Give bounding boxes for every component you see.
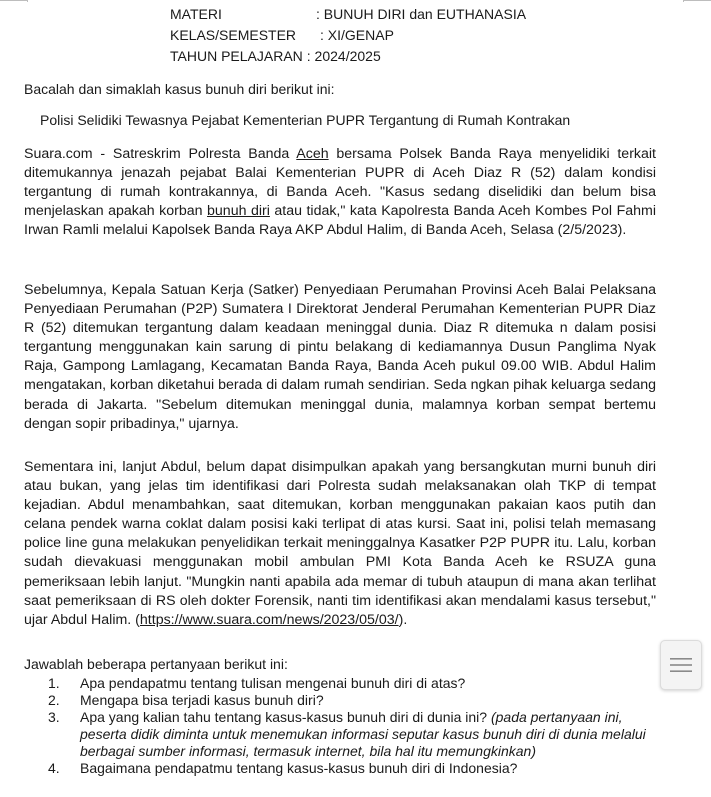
page-corner-mark-right bbox=[683, 0, 711, 1]
document-header bbox=[170, 4, 526, 67]
question-number: 3. bbox=[48, 709, 60, 725]
tahun-label: TAHUN PELAJARAN bbox=[170, 48, 303, 64]
header-row-kelas bbox=[170, 25, 526, 46]
source-url-link[interactable]: https://www.suara.com/news/2023/05/03/ bbox=[139, 611, 399, 628]
question-text bbox=[72, 709, 664, 760]
list-item bbox=[24, 709, 664, 760]
aceh-link[interactable]: Aceh bbox=[296, 146, 329, 162]
list-item bbox=[24, 692, 664, 709]
question-number: 2. bbox=[48, 692, 60, 708]
article-title: Polisi Selidiki Tewasnya Pejabat Kementerian PUPR Tergantung di Rumah Kontrakan bbox=[40, 112, 571, 128]
article-paragraph-1 bbox=[24, 145, 656, 240]
menu-icon bbox=[670, 657, 692, 673]
list-item bbox=[24, 760, 664, 777]
page-corner-mark-left bbox=[0, 0, 28, 1]
question-note: (pada pertanyaan ini, peserta didik diminta untuk menemukan informasi seputar kasus bunuh diri di dunia melalui berbagai sumber informasi, termasuk internet, bila hal itu memungkinkan) bbox=[80, 709, 646, 759]
materi-label: MATERI bbox=[170, 6, 222, 22]
tahun-value: : 2024/2025 bbox=[306, 48, 381, 64]
header-row-materi bbox=[170, 4, 526, 25]
header-row-tahun bbox=[170, 46, 526, 67]
article-paragraph-3 bbox=[24, 458, 656, 630]
question-text: Apa pendapatmu tentang tulisan mengenai bunuh diri di atas? bbox=[80, 675, 466, 691]
questions-list bbox=[24, 675, 664, 777]
p3-text: Sementara ini, lanjut Abdul, belum dapat disimpulkan apakah yang bersangkutan murni bunuh diri atau bukan, yang jelas tim identifikasi dari Polresta sudah melaksanakan olah TKP di tempat kejadian. Abdul menambahkan, saat ditemukan, korban menggunakan pakaian kaos putih dan celana pendek warna coklat dalam posisi kaki terlipat di atas kursi. Saat ini, polisi telah memasang police line guna melakukan penyelidikan terkait meninggalnya Kasatker P2P PUPR itu. Lalu, korban sudah dievakuasi menggunakan mobil ambulan PMI Kota Banda Aceh ke RSUZA guna pemeriksaan lebih lanjut. "Mungkin nanti apabila ada memar di tubuh ataupun di mana akan terlihat saat pemeriksaan di RS oleh dokter Forensik, nanti tim identifikasi akan mendalami kasus tersebut," ujar Abdul Halim. ( bbox=[24, 459, 656, 628]
question-main-text: Apa yang kalian tahu tentang kasus-kasus bunuh diri di dunia ini? bbox=[80, 709, 491, 725]
questions-title: Jawablah beberapa pertanyaan berikut ini: bbox=[24, 656, 288, 672]
question-number: 1. bbox=[48, 675, 60, 691]
p1-text-end: atau tidak," kata Kapolresta Banda Aceh Kombes Pol Fahmi Irwan Ramli melalui Kapolsek Banda Raya AKP Abdul Halim, di Banda Aceh, Selasa (2/5/2023). bbox=[24, 203, 656, 239]
materi-value: : BUNUH DIRI dan EUTHANASIA bbox=[316, 6, 527, 22]
list-item bbox=[24, 675, 664, 692]
floating-menu-button[interactable] bbox=[660, 640, 702, 690]
kelas-label: KELAS/SEMESTER bbox=[170, 27, 297, 43]
p1-text-start: Suara.com - Satreskrim Polresta Banda bbox=[24, 146, 297, 162]
question-text: Bagaimana pendapatmu tentang kasus-kasus bunuh diri di Indonesia? bbox=[80, 760, 518, 776]
article-paragraph-2: Sebelumnya, Kepala Satuan Kerja (Satker) Penyediaan Perumahan Provinsi Aceh Balai Pelaksana Penyediaan Perumahan (P2P) Sumatera I Direktorat Jenderal Perumahan Kementerian PUPR Diaz R (52) ditemukan tergantung dalam keadaan meninggal dunia. Diaz R ditemuka n dalam posisi tergantung menggunakan kain sarung di pintu belakang di kediamannya Dusun Panglima Nyak Raja, Gampong Lamlagang, Kecamatan Banda Raya, Banda Aceh pukul 09.00 WIB. Abdul Halim mengatakan, korban diketahui berada di dalam rumah sendirian. Seda ngkan pihak keluarga sedang berada di Jakarta. "Sebelum ditemukan meninggal dunia, malamnya korban sempat bertemu dengan sopir pribadinya," ujarnya. bbox=[24, 282, 656, 432]
p1-text-middle: bersama Polsek Banda Raya menyelidiki terkait ditemukannya jenazah pejabat Balai Kementerian PUPR di Aceh Diaz R (52) dalam kondisi tergantung di rumah kontrakannya, di Banda Aceh. "Kasus sedang diselidiki dan belum bisa menjelaskan apakah korban bbox=[24, 146, 656, 220]
kelas-value: : XI/GENAP bbox=[320, 27, 394, 43]
question-number: 4. bbox=[48, 760, 60, 776]
reading-instruction: Bacalah dan simaklah kasus bunuh diri berikut ini: bbox=[24, 81, 335, 97]
bunuh-diri-link[interactable]: bunuh diri bbox=[207, 203, 270, 220]
question-text: Mengapa bisa terjadi kasus bunuh diri? bbox=[80, 692, 324, 708]
p3-text-end: ). bbox=[398, 611, 408, 628]
